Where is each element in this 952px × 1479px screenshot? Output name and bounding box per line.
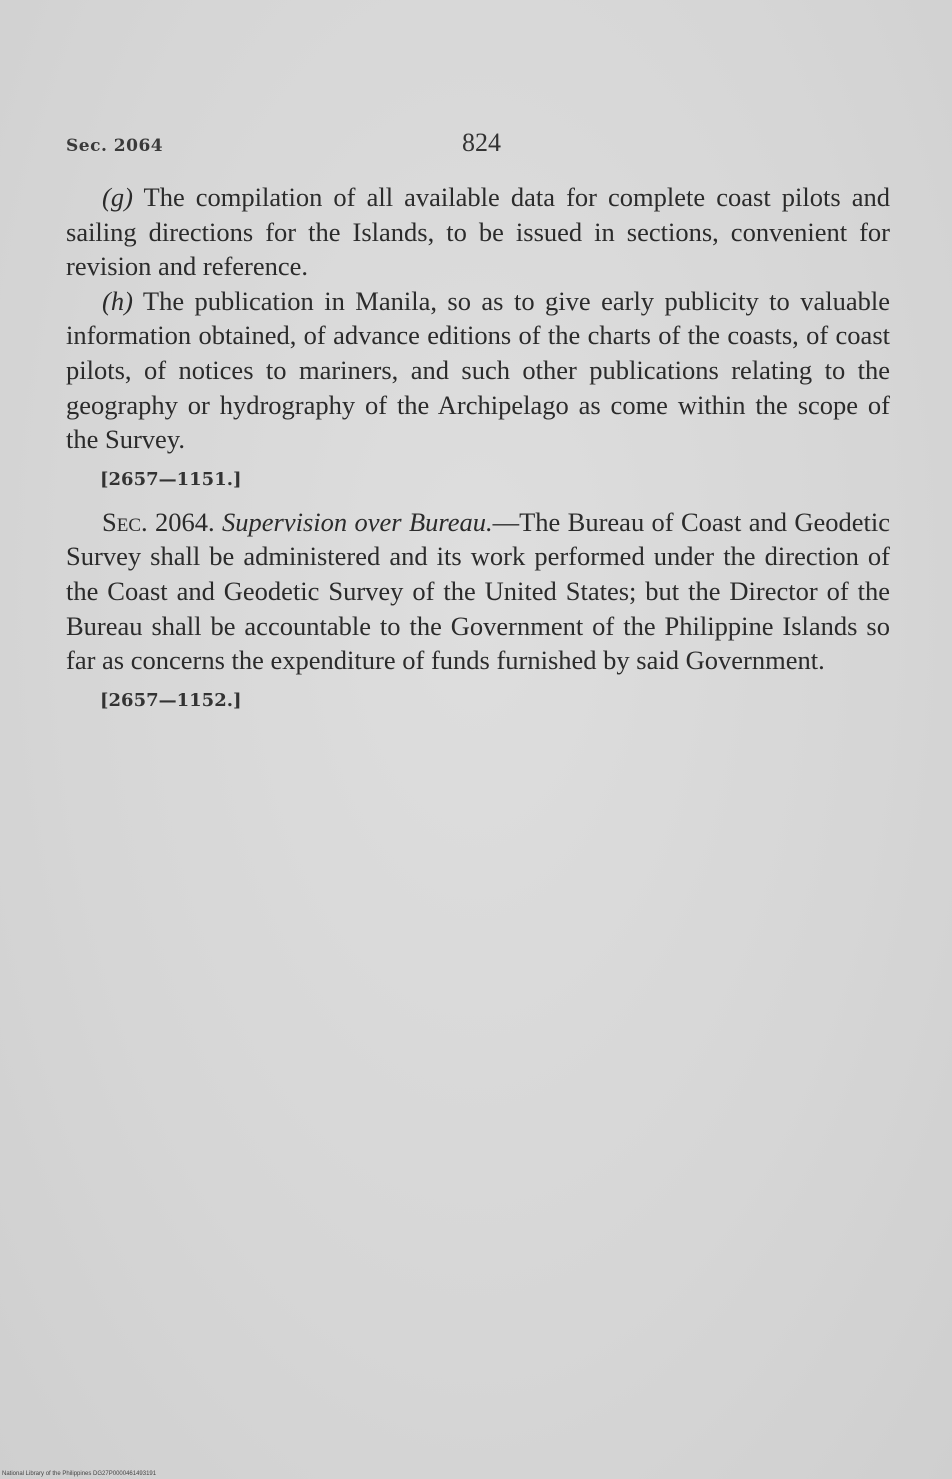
section-2064-text: —The Bureau of Coast and Geodetic Survey shall be administered and its work performed under the direction of the Coast and Geodetic Survey of the United States; but the Director of the Bureau shall be accountable to the Government of the Philippine Islands so far as concerns the expenditure of funds furnished by said Government. <box>66 506 890 676</box>
library-footer: National Library of the Philippines DG27P0000461493191 <box>2 1471 157 1477</box>
page-header <box>66 128 890 162</box>
citation-1151: [2657—1151.] <box>100 468 242 490</box>
section-2064-paragraph <box>66 505 890 678</box>
paragraph-h-label: (h) <box>102 285 133 316</box>
paragraph-g-label: (g) <box>102 182 133 212</box>
section-2064-title: Supervision over Bureau. <box>222 506 493 537</box>
body-text <box>66 180 890 726</box>
paragraph-h <box>66 284 890 457</box>
paragraph-g <box>66 180 890 284</box>
citation-1152: [2657—1152.] <box>100 689 242 711</box>
paragraph-g-text: The compilation of all available data for complete coast pilots and sailing directions for the Islands, to be issued in sections, convenient for revision and reference. <box>66 182 890 282</box>
section-label: Sec. 2064 <box>66 136 164 156</box>
page-number: 824 <box>462 128 501 157</box>
section-2064-head: Sec. 2064. <box>102 506 215 537</box>
paragraph-h-text: The publication in Manila, so as to give early publicity to valuable information obtained, of advance editions of the charts of the coasts, of coast pilots, of notices to mariners, and such other publications relating to the geography or hydrography of the Archipelago as come within the scope of the Survey. <box>66 285 890 455</box>
